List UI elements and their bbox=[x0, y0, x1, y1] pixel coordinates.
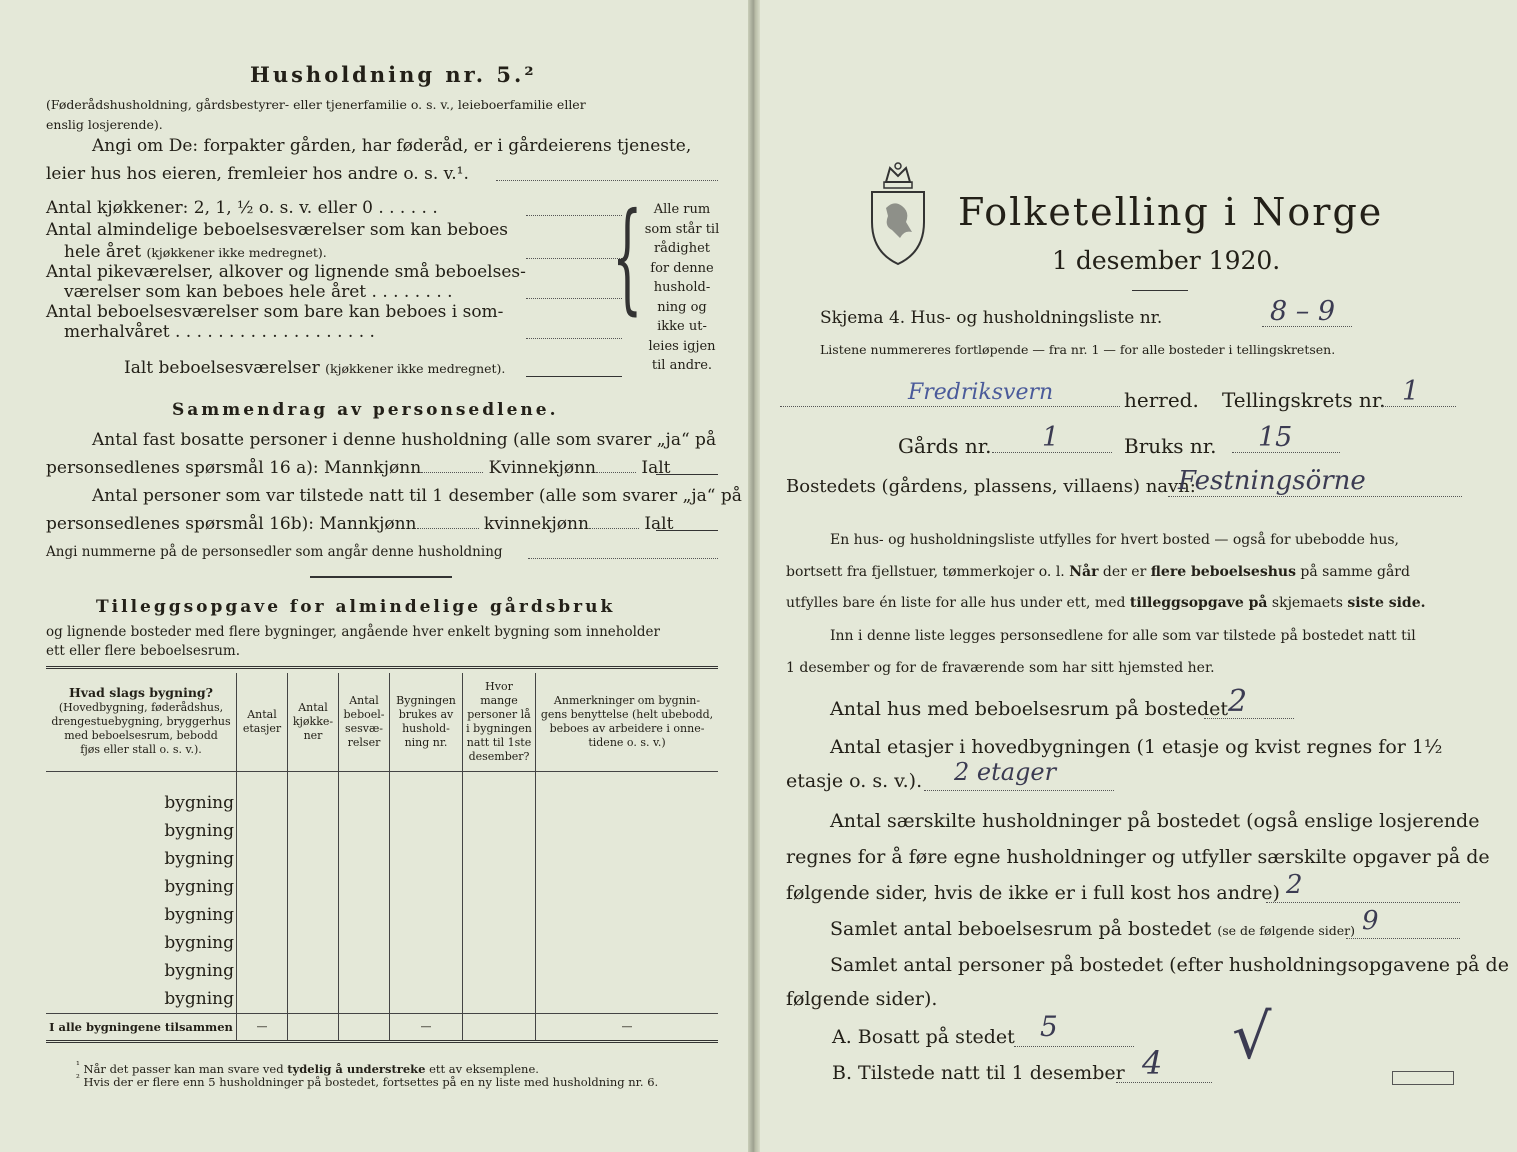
summary-numbers: Angi nummerne på de personsedler som angår denne husholdning bbox=[46, 544, 503, 560]
answer-line bbox=[1346, 938, 1460, 939]
schema-label: Skjema 4. Hus- og husholdningsliste nr. bbox=[820, 308, 1163, 328]
instruction-1-2: bortsett fra fjellstuer, tømmerkojer o. l. Når der er flere beboelseshus på samme gård bbox=[786, 564, 1410, 580]
col-floors: Antal etasjer bbox=[237, 673, 288, 771]
right-page bbox=[758, 0, 1517, 1152]
supplement-title: Tilleggsopgave for almindelige gårdsbruk bbox=[96, 597, 616, 617]
bruks-value: 15 bbox=[1258, 422, 1293, 453]
supplement-desc-2: ett eller flere beboelsesrum. bbox=[46, 643, 241, 659]
printer-stamp bbox=[1392, 1071, 1454, 1085]
instruction-2-2: 1 desember og for de fraværende som har sitt hjemsted her. bbox=[786, 660, 1215, 676]
left-page bbox=[0, 0, 750, 1152]
tilstede-label: B. Tilstede natt til 1 desember bbox=[832, 1062, 1125, 1084]
col-persons: Hvor mange personer lå i bygningen natt til 1ste desember? bbox=[463, 673, 536, 771]
answer-line bbox=[1204, 718, 1294, 719]
answer-line bbox=[526, 215, 622, 216]
answer-line bbox=[656, 474, 718, 475]
instruction-1-3: utfylles bare én liste for alle hus under ett, med tilleggsopgave på skjemaets siste side. bbox=[786, 595, 1426, 611]
bosatt-value: 5 bbox=[1040, 1010, 1058, 1043]
household-title: Husholdning nr. 5.² bbox=[250, 62, 537, 87]
summary-present: Antal personer som var tilstede natt til 1 desember (alle som svarer „ja“ på bbox=[92, 486, 742, 506]
personer-label: Samlet antal personer på bostedet (efter husholdningsopgavene på de bbox=[830, 954, 1509, 976]
question-arrangement: Angi om De: forpakter gården, har føderåd, er i gårdeierens tjeneste, bbox=[92, 136, 692, 156]
rooms-small-2: værelser som kan beboes hele året . . . . . . . . bbox=[64, 282, 453, 302]
divider bbox=[310, 576, 452, 578]
rooms-small: Antal pikeværelser, alkover og lignende små beboelses- bbox=[46, 262, 526, 282]
rom-value: 9 bbox=[1362, 906, 1379, 936]
schema-value: 8 – 9 bbox=[1270, 296, 1336, 327]
answer-line bbox=[526, 376, 622, 377]
table-row: bygning bbox=[46, 985, 718, 1013]
answer-line bbox=[1168, 496, 1462, 497]
summary-title: Sammendrag av personsedlene. bbox=[172, 400, 559, 420]
answer-line bbox=[1266, 902, 1460, 903]
table-row: bygning bbox=[46, 845, 718, 873]
rom-label: Samlet antal beboelsesrum på bostedet (se de følgende sider) bbox=[830, 918, 1355, 940]
hus-label: Antal hus med beboelsesrum på bostedet bbox=[830, 698, 1229, 720]
gards-value: 1 bbox=[1042, 422, 1060, 453]
footnote-1: $^{^1}$ Når det passer kan man svare ved tydelig å understreke ett av eksemplene. bbox=[76, 1060, 539, 1076]
answer-line bbox=[526, 298, 622, 299]
answer-line bbox=[1116, 1082, 1212, 1083]
rooms-ordinary-2: hele året (kjøkkener ikke medregnet). bbox=[64, 242, 327, 262]
table-row: bygning bbox=[46, 873, 718, 901]
rooms-ordinary: Antal almindelige beboelsesværelser som kan beboes bbox=[46, 220, 508, 240]
rooms-summer-2: merhalvåret . . . . . . . . . . . . . . . . . . . bbox=[64, 322, 375, 342]
col-remarks: Anmerkninger om bygnin- gens benyttelse (helt ubebodd, beboes av arbeidere i onne- tidene o. s. v.) bbox=[536, 673, 719, 771]
husholdninger-value: 2 bbox=[1286, 870, 1303, 900]
answer-line bbox=[528, 558, 718, 559]
rooms-summer: Antal beboelsesværelser som bare kan beboes i som- bbox=[46, 302, 504, 322]
table-row: bygning bbox=[46, 901, 718, 929]
answer-line bbox=[924, 790, 1114, 791]
herred-label: herred. bbox=[1124, 388, 1199, 412]
household-subtitle-2: enslig losjerende). bbox=[46, 117, 163, 132]
krets-value: 1 bbox=[1402, 376, 1420, 407]
buildings-table bbox=[46, 673, 718, 1043]
summary-present-2: personsedlenes spørsmål 16b): Mannkjønn kvinnekjønn Ialt bbox=[46, 514, 674, 534]
table-row: bygning bbox=[46, 817, 718, 845]
brace: { bbox=[612, 188, 643, 327]
gards-label: Gårds nr. bbox=[898, 434, 992, 458]
table-row: bygning bbox=[46, 957, 718, 985]
husholdninger-label-2: regnes for å føre egne husholdninger og utfyller særskilte opgaver på de bbox=[786, 846, 1490, 868]
personer-label-2: følgende sider). bbox=[786, 988, 938, 1010]
rooms-kitchens: Antal kjøkkener: 2, 1, ½ o. s. v. eller 0 . . . . . . bbox=[46, 198, 438, 218]
answer-line bbox=[1014, 1046, 1134, 1047]
answer-line bbox=[656, 530, 718, 531]
bosted-label: Bostedets (gårdens, plassens, villaens) navn: bbox=[786, 476, 1196, 497]
rooms-total: Ialt beboelsesværelser (kjøkkener ikke medregnet). bbox=[124, 358, 506, 378]
numbering-note: Listene nummereres fortløpende — fra nr. 1 — for alle bosteder i tellingskretsen. bbox=[820, 342, 1336, 357]
col-kitchens: Antal kjøkke- ner bbox=[288, 673, 339, 771]
hus-value: 2 bbox=[1228, 684, 1248, 719]
table-top-rule bbox=[46, 666, 718, 669]
krets-label: Tellingskrets nr. bbox=[1222, 388, 1386, 412]
husholdninger-label-3: følgende sider, hvis de ikke er i full kost hos andre) bbox=[786, 882, 1280, 904]
document-title: Folketelling i Norge bbox=[958, 190, 1384, 234]
instruction-2: Inn i denne liste legges personsedlene for alle som var tilstede på bostedet natt til bbox=[830, 628, 1416, 644]
col-rooms: Antal beboel- sesvæ- relser bbox=[339, 673, 390, 771]
answer-line bbox=[496, 180, 718, 181]
table-total-row: I alle bygningene tilsammen — — — bbox=[46, 1013, 718, 1041]
etasjer-label: Antal etasjer i hovedbygningen (1 etasje og kvist regnes for 1½ bbox=[830, 736, 1443, 758]
col-household: Bygningen brukes av hushold- ning nr. bbox=[390, 673, 463, 771]
instruction-1: En hus- og husholdningsliste utfylles for hvert bosted — også for ubebodde hus, bbox=[830, 532, 1399, 548]
bosted-value: Festningsörne bbox=[1178, 466, 1366, 496]
etasjer-value: 2 etager bbox=[954, 758, 1057, 786]
side-note: Alle rum som står til rådighet for denne hushold- ning og ikke ut- leies igjen til andre. bbox=[644, 202, 720, 373]
herred-value: Fredriksvern bbox=[908, 380, 1054, 405]
table-row: bygning bbox=[46, 789, 718, 817]
summary-resident: Antal fast bosatte personer i denne husholdning (alle som svarer „ja“ på bbox=[92, 430, 717, 450]
bosatt-label: A. Bosatt på stedet bbox=[832, 1026, 1015, 1048]
question-arrangement-2: leier hus hos eieren, fremleier hos andre o. s. v.¹. bbox=[46, 164, 469, 184]
husholdninger-label: Antal særskilte husholdninger på bostedet (også enslige losjerende bbox=[830, 810, 1480, 832]
document-date: 1 desember 1920. bbox=[1052, 246, 1281, 275]
answer-line bbox=[526, 338, 622, 339]
check-mark: √ bbox=[1232, 1000, 1272, 1073]
household-subtitle: (Føderådshusholdning, gårdsbestyrer- eller tjenerfamilie o. s. v., leieboerfamilie eller bbox=[46, 97, 586, 112]
divider bbox=[1132, 290, 1188, 291]
answer-line bbox=[780, 406, 1120, 407]
summary-resident-2: personsedlenes spørsmål 16 a): Mannkjønn Kvinnekjønn Ialt bbox=[46, 458, 671, 478]
col-building-type: Hvad slags bygning? (Hovedbygning, føderådshus, drengestuebygning, bryggerhus med beboelsesrum, bebodd fjøs eller stall o. s. v.). bbox=[46, 673, 237, 771]
answer-line bbox=[526, 258, 622, 259]
supplement-desc: og lignende bosteder med flere bygninger, angående hver enkelt bygning som inneholder bbox=[46, 624, 660, 640]
etasjer-label-2: etasje o. s. v.). bbox=[786, 770, 923, 792]
tilstede-value: 4 bbox=[1142, 1044, 1163, 1082]
coat-of-arms-icon bbox=[866, 160, 930, 270]
table-row: bygning bbox=[46, 929, 718, 957]
footnote-2: $^{^2}$ Hvis der er flere enn 5 husholdninger på bostedet, fortsettes på en ny liste med husholdning nr. 6. bbox=[76, 1073, 659, 1089]
bruks-label: Bruks nr. bbox=[1124, 434, 1217, 458]
